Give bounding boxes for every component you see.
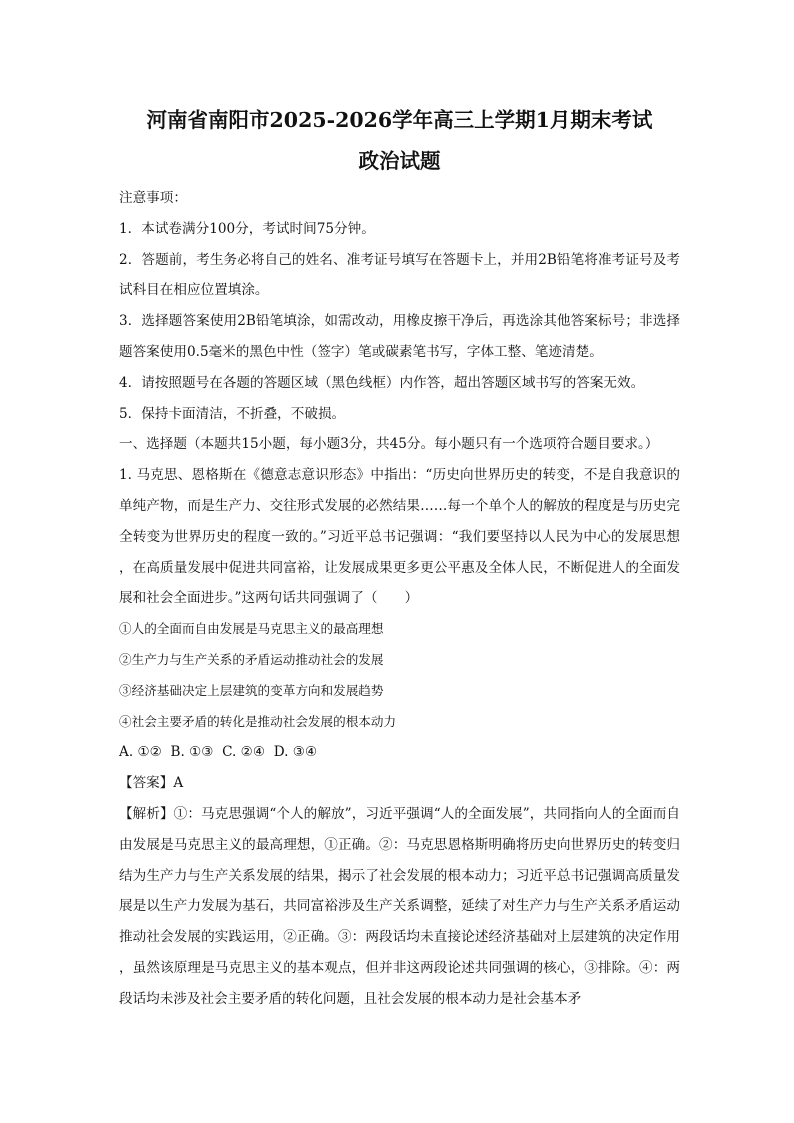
document-subtitle: 政治试题: [358, 149, 441, 173]
question-1-stem: 1. 马克思、恩格斯在《德意志意识形态》中指出：“历史向世界历史的转变，不是自我意识的单纯产物，而是生产力、交往形式发展的必然结果……每一个单个人的解放的程度是与历史完全转变为世界历史的程度一致的。”习近平总书记强调：“我们要坚持以人民为中心的发展思想，在高质量发展中促进共同富裕，让发展成果更多更公平惠及全体人民，不断促进人的全面发展和社会全面进步。”这两句话共同强调了（ ）: [119, 467, 680, 607]
question-1-answer: 【答案】A: [119, 775, 184, 792]
question-1-analysis: 【解析】①：马克思强调“个人的解放”，习近平强调“人的全面发展”，共同指向人的全面而自由发展是马克思主义的最高理想，①正确。②：马克思恩格斯明确将历史向世界历史的转变归结为生产力与生产关系发展的结果，揭示了社会发展的根本动力；习近平总书记强调高质量发展是以生产力发展为基石，共同富裕涉及生产关系调整，延续了对生产力与生产关系矛盾运动推动社会发展的实践运用，②正确。③：两段话均未直接论述经济基础对上层建筑的决定作用，虽然该原理是马克思主义的基本观点，但并非这两段论述共同强调的核心，③排除。④：两段话均未涉及社会主要矛盾的转化问题，且社会发展的根本动力是社会基本矛: [119, 805, 680, 1007]
document-body: [119, 183, 680, 1015]
note-item-4: 4．请按照题号在各题的答题区域（黑色线框）内作答，超出答题区域书写的答案无效。: [119, 374, 645, 391]
question-1-option-3: ③经济基础决定上层建筑的变革方向和发展趋势: [119, 682, 384, 698]
question-1-option-4: ④社会主要矛盾的转化是推动社会发展的根本动力: [119, 713, 397, 729]
question-1-option-2: ②生产力与生产关系的矛盾运动推动社会的发展: [119, 651, 384, 667]
note-item-3: 3．选择题答案使用2B铅笔填涂，如需改动，用橡皮擦干净后，再选涂其他答案标号；非选择题答案使用0.5毫米的黑色中性（签字）笔或碳素笔书写，字体工整、笔迹清楚。: [119, 313, 680, 360]
note-item-1: 1．本试卷满分100分，考试时间75分钟。: [119, 220, 375, 237]
document-title: 河南省南阳市2025-2026学年高三上学期1月期末考试: [146, 108, 653, 132]
note-item-2: 2．答题前，考生务必将自己的姓名、准考证号填写在答题卡上，并用2B铅笔将准考证号及考试科目在相应位置填涂。: [119, 251, 680, 299]
section-heading: 一、选择题（本题共15小题，每小题3分，共45分。每小题只有一个选项符合题目要求。）: [119, 436, 659, 453]
question-1-option-1: ①人的全面而自由发展是马克思主义的最高理想: [119, 621, 384, 637]
notes-heading: 注意事项：: [119, 190, 187, 206]
question-1-choices: A. ①② B. ①③ C. ②④ D. ③④: [119, 744, 318, 761]
note-item-5: 5．保持卡面清洁，不折叠，不破损。: [119, 405, 346, 422]
